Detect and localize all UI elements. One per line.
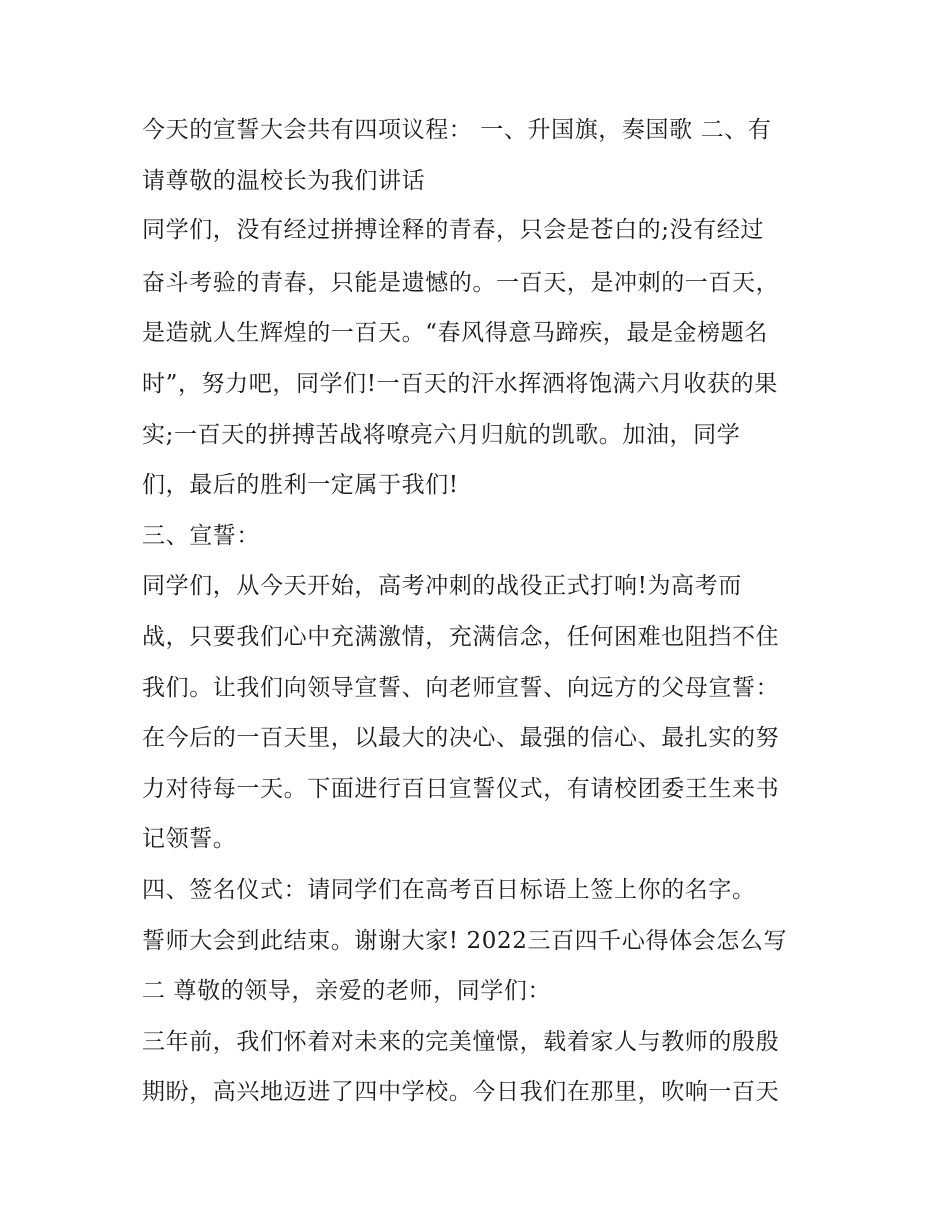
text-line: 同学们，没有经过拼搏诠释的青春，只会是苍白的;没有经过: [142, 217, 764, 243]
text-line: 三年前，我们怀着对未来的完美憧憬，载着家人与教师的殷殷: [142, 1029, 780, 1055]
text-line: 奋斗考验的青春，只能是遗憾的。一百天，是冲刺的一百天，: [142, 270, 780, 296]
text-line: 我们。让我们向领导宣誓、向老师宣誓、向远方的父母宣誓：: [142, 675, 780, 701]
text-line: 誓师大会到此结束。谢谢大家! 2022三百四千心得体会怎么写: [142, 928, 788, 954]
section-heading: 三、宣誓：: [142, 523, 260, 549]
text-line: 请尊敬的温校长为我们讲话: [142, 168, 426, 194]
text-line: 力对待每一天。下面进行百日宣誓仪式，有请校团委王生来书: [142, 776, 780, 802]
text-line: 今天的宣誓大会共有四项议程： 一、升国旗，奏国歌 二、有: [142, 117, 772, 143]
text-line: 同学们，从今天开始，高考冲刺的战役正式打响!为高考而: [142, 573, 742, 599]
text-line: 在今后的一百天里，以最大的决心、最强的信心、最扎实的努: [142, 725, 780, 751]
text-line: 实;一百天的拼搏苦战将嘹亮六月归航的凯歌。加油，同学: [142, 422, 741, 448]
text-line: 期盼，高兴地迈进了四中学校。今日我们在那里，吹响一百天: [142, 1079, 780, 1105]
text-line: 时”，努力吧，同学们!一百天的汗水挥洒将饱满六月收获的果: [142, 371, 778, 397]
section-heading: 四、签名仪式：请同学们在高考百日标语上签上你的名字。: [142, 877, 756, 903]
text-line: 二 尊敬的领导，亲爱的老师，同学们：: [142, 978, 552, 1004]
text-line: 战，只要我们心中充满激情，充满信念，任何困难也阻挡不住: [142, 624, 780, 650]
text-line: 是造就人生辉煌的一百天。“春风得意马蹄疾，最是金榜题名: [142, 320, 768, 346]
text-line: 们，最后的胜利一定属于我们!: [142, 472, 459, 498]
text-line: 记领誓。: [142, 826, 237, 852]
